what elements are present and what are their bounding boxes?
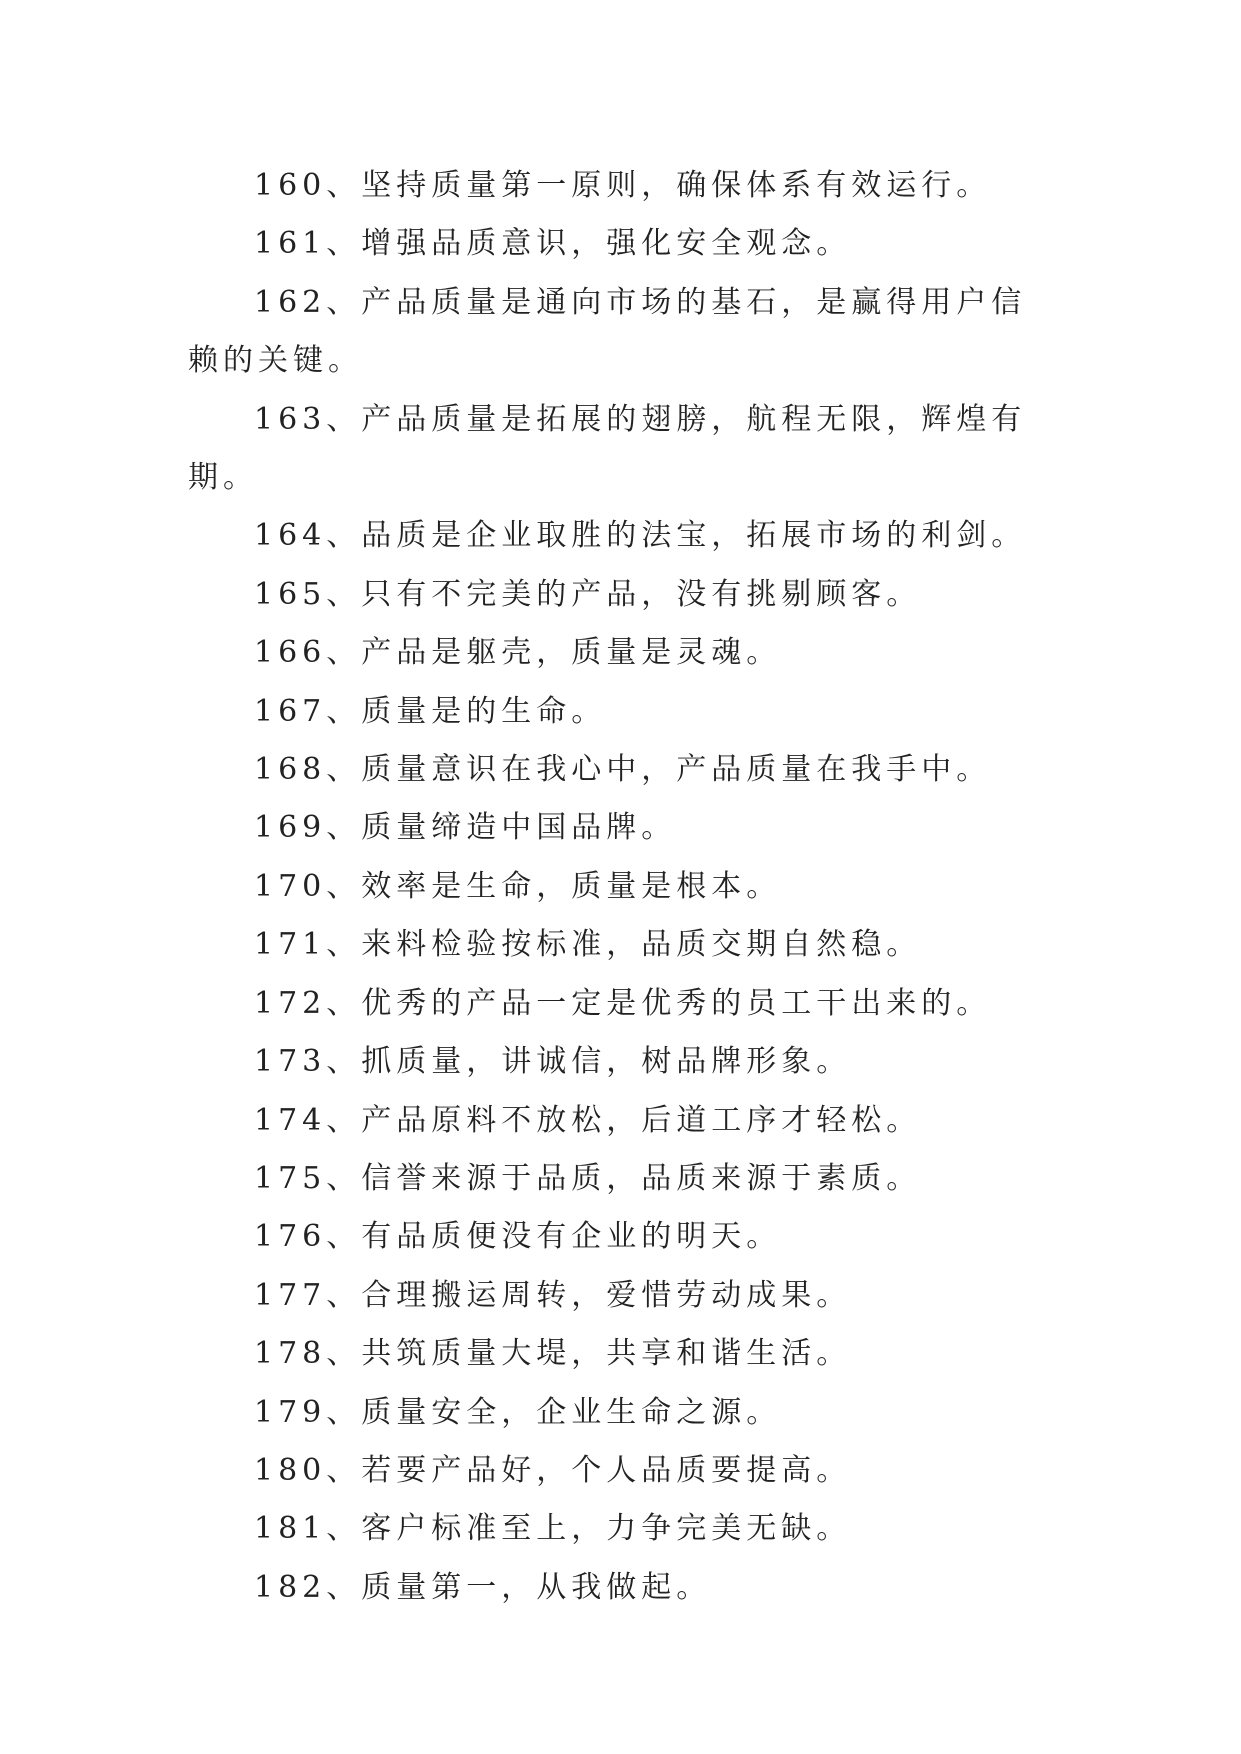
paragraph-171: 171、来料检验按标准，品质交期自然稳。 [254, 927, 922, 963]
paragraph-166: 166、产品是躯壳，质量是灵魂。 [254, 635, 782, 671]
paragraph-169: 169、质量缔造中国品牌。 [254, 810, 677, 846]
paragraph-182: 182、质量第一，从我做起。 [254, 1569, 712, 1605]
paragraph-162: 162、产品质量是通向市场的基石，是赢得用户信赖的关键。 [188, 284, 1027, 379]
paragraph-175: 175、信誉来源于品质，品质来源于素质。 [254, 1160, 922, 1196]
paragraph-177: 177、合理搬运周转，爱惜劳动成果。 [254, 1277, 852, 1313]
paragraph-173: 173、抓质量，讲诚信，树品牌形象。 [254, 1044, 852, 1080]
paragraph-167: 167、质量是的生命。 [254, 693, 607, 729]
paragraph-174: 174、产品原料不放松，后道工序才轻松。 [254, 1102, 922, 1138]
paragraph-179: 179、质量安全，企业生命之源。 [254, 1394, 782, 1430]
paragraph-165: 165、只有不完美的产品，没有挑剔顾客。 [254, 576, 922, 612]
paragraph-181: 181、客户标准至上，力争完美无缺。 [254, 1511, 852, 1547]
paragraph-164: 164、品质是企业取胜的法宝，拓展市场的利剑。 [254, 518, 1027, 554]
paragraph-168: 168、质量意识在我心中，产品质量在我手中。 [254, 752, 992, 788]
paragraph-170: 170、效率是生命，质量是根本。 [254, 868, 782, 904]
paragraph-163: 163、产品质量是拓展的翅膀，航程无限，辉煌有期。 [188, 401, 1027, 496]
paragraph-160: 160、坚持质量第一原则，确保体系有效运行。 [254, 168, 992, 203]
paragraph-172: 172、优秀的产品一定是优秀的员工干出来的。 [254, 985, 992, 1021]
paragraph-176: 176、有品质便没有企业的明天。 [254, 1219, 782, 1255]
paragraph-161: 161、增强品质意识，强化安全观念。 [254, 226, 852, 262]
paragraph-178: 178、共筑质量大堤，共享和谐生活。 [254, 1336, 852, 1372]
document-body [188, 157, 1054, 1617]
paragraph-180: 180、若要产品好，个人品质要提高。 [254, 1452, 852, 1488]
